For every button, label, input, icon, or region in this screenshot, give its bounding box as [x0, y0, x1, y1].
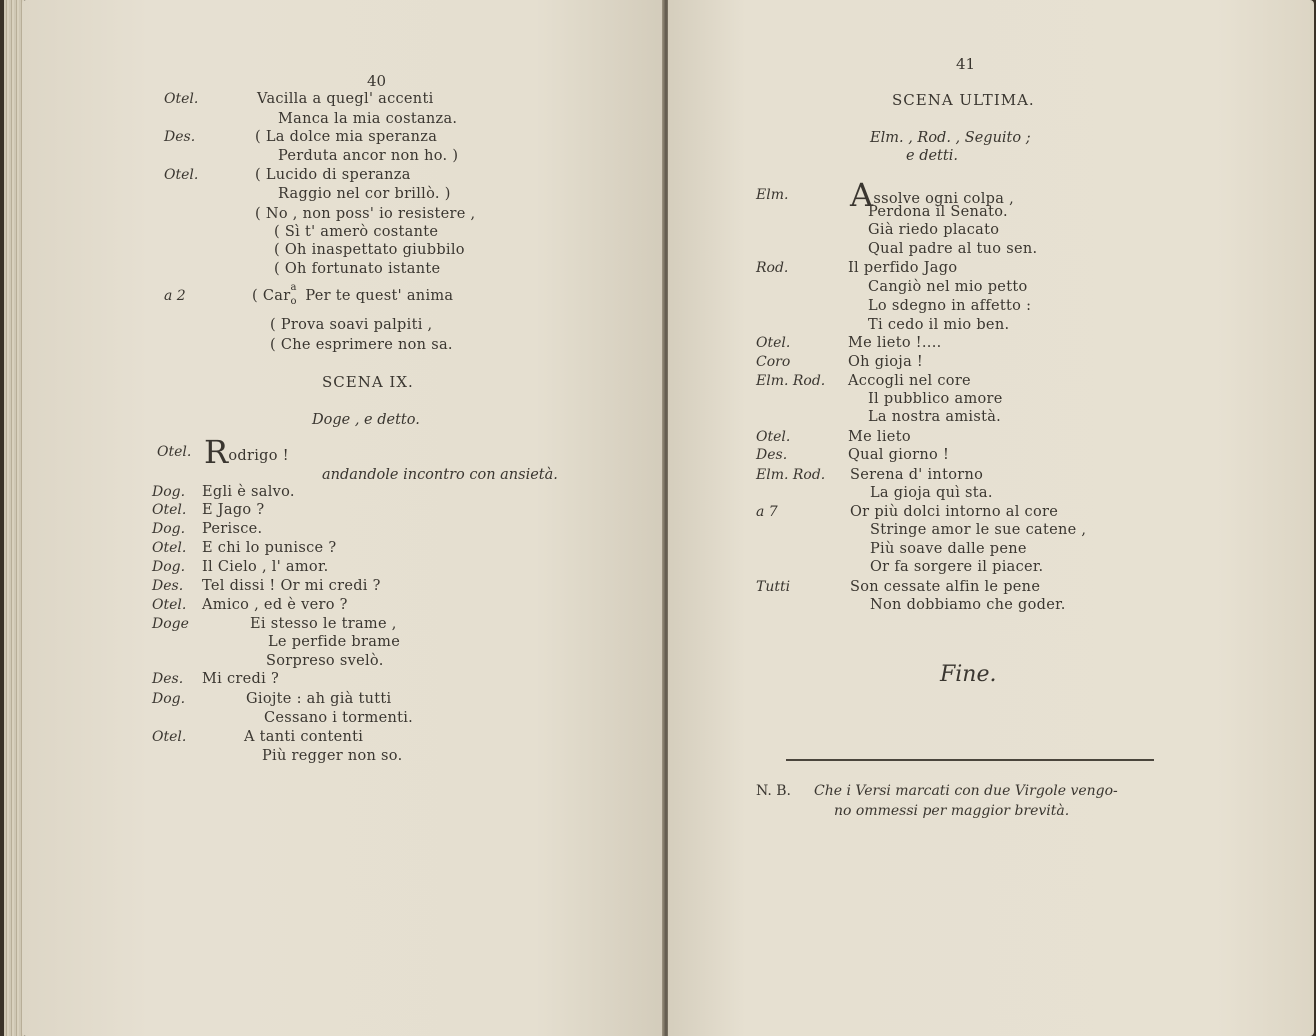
verse-line: Ti cedo il mio ben. — [868, 317, 1010, 333]
verse-line: Raggio nel cor brillò. ) — [278, 186, 451, 202]
speaker: Dog. — [152, 559, 186, 575]
verse-line: ( Che esprimere non sa. — [270, 337, 453, 353]
verse-line: Or più dolci intorno al core — [850, 504, 1059, 520]
dialog-line: Giojte : ah già tutti — [246, 691, 392, 707]
speaker: Doge — [152, 616, 189, 632]
verse-line: Già riedo placato — [868, 222, 1000, 238]
verse-line: Più soave dalle pene — [870, 541, 1027, 557]
line-text: ( Car — [252, 288, 291, 304]
drop-cap: R — [204, 433, 229, 471]
dialog-line: Più regger non so. — [262, 748, 403, 764]
verse-line: Perduta ancor non ho. ) — [278, 148, 459, 164]
fraction-mark — [290, 282, 300, 307]
dialog-line: Tel dissi ! Or mi credi ? — [202, 578, 381, 594]
dialog-line: Le perfide brame — [268, 634, 401, 650]
speaker: a 7 — [756, 504, 778, 520]
speaker: Elm. Rod. — [756, 467, 826, 483]
verse-line: ( Sì t' amerò costante — [274, 224, 439, 240]
scene-persons: Elm. , Rod. , Seguito ; — [870, 130, 1031, 146]
verse-line: Oh gioja ! — [848, 354, 924, 370]
speaker: Rod. — [756, 260, 789, 276]
left-page — [22, 0, 664, 1036]
verse-line: Qual padre al tuo sen. — [868, 241, 1038, 257]
verse-line: Non dobbiamo che goder. — [870, 597, 1066, 613]
verse-line: Me lieto — [848, 429, 911, 445]
dialog-line: Sorpreso svelò. — [266, 653, 384, 669]
superscript: a — [290, 282, 297, 293]
scene-title: SCENA ULTIMA. — [892, 91, 1035, 109]
verse-line: ( No , non poss' io resistere , — [255, 206, 476, 222]
speaker: Otel. — [152, 597, 187, 613]
dialog-line: Perisce. — [202, 521, 263, 537]
verse-line: Vacilla a quegl' accenti — [257, 91, 434, 107]
page-number: 40 — [367, 72, 387, 90]
speaker: Des. — [152, 671, 184, 687]
rodrigo-line — [204, 433, 289, 471]
verse-line: Qual giorno ! — [848, 447, 950, 463]
scene-persons: Doge , e detto. — [312, 412, 420, 428]
speaker: Otel. — [164, 91, 199, 107]
dialog-line: Egli è salvo. — [202, 484, 295, 500]
verse-line: Lo sdegno in affetto : — [868, 298, 1032, 314]
note-label: N. B. — [756, 783, 791, 799]
page-edges — [4, 0, 24, 1036]
note-line-1: Che i Versi marcati con due Virgole vengo- — [814, 783, 1118, 799]
dialog-line: E Jago ? — [202, 502, 265, 518]
line-text: ssolve ogni colpa , — [873, 191, 1014, 207]
verse-line: Me lieto !.... — [848, 335, 942, 351]
dialog-line: E chi lo punisce ? — [202, 540, 337, 556]
verse-line: ( Prova soavi palpiti , — [270, 317, 433, 333]
verse-line: ( Lucido di speranza — [255, 167, 411, 183]
verse-line: ( Oh inaspettato giubbilo — [274, 242, 465, 258]
verse-line: ( Oh fortunato istante — [274, 261, 441, 277]
speaker: a 2 — [164, 288, 186, 304]
speaker: Otel. — [152, 502, 187, 518]
drop-cap: A — [850, 176, 874, 214]
speaker: Otel. — [152, 729, 187, 745]
speaker: Coro — [756, 354, 791, 370]
verse-line: Il pubblico amore — [868, 391, 1003, 407]
verse-line: Stringe amor le sue catene , — [870, 522, 1087, 538]
page-number: 41 — [956, 55, 976, 73]
verse-line: La gioja quì sta. — [870, 485, 993, 501]
speaker: Otel. — [164, 167, 199, 183]
line-text: odrigo ! — [228, 448, 289, 464]
note-line-2: no ommessi per maggior brevità. — [834, 803, 1070, 819]
verse-line: Son cessate alfin le pene — [850, 579, 1041, 595]
speaker: Dog. — [152, 691, 186, 707]
verse-line: Cangiò nel mio petto — [868, 279, 1028, 295]
dialog-line: Amico , ed è vero ? — [202, 597, 348, 613]
dialog-line: Mi credi ? — [202, 671, 280, 687]
speaker: Tutti — [756, 579, 791, 595]
verse-line: Il perfido Jago — [848, 260, 958, 276]
dialog-line: Il Cielo , l' amor. — [202, 559, 329, 575]
verse-line: La nostra amistà. — [868, 409, 1002, 425]
dialog-line: Cessano i tormenti. — [264, 710, 414, 726]
speaker: Otel. — [756, 335, 791, 351]
dialog-line: A tanti contenti — [244, 729, 364, 745]
verse-line: Manca la mia costanza. — [278, 111, 458, 127]
speaker: Elm. — [756, 187, 789, 203]
speaker: Otel. — [756, 429, 791, 445]
speaker: Dog. — [152, 484, 186, 500]
verse-line: ( La dolce mia speranza — [255, 129, 438, 145]
speaker: Otel. — [157, 444, 192, 460]
scene-title: SCENA IX. — [322, 373, 414, 391]
line-text: Per te quest' anima — [300, 288, 454, 304]
verse-line — [252, 282, 454, 307]
verse-line: Serena d' intorno — [850, 467, 984, 483]
speaker: Otel. — [152, 540, 187, 556]
dialog-line: Ei stesso le trame , — [250, 616, 397, 632]
speaker: Des. — [164, 129, 196, 145]
right-page — [668, 0, 1314, 1036]
speaker: Des. — [152, 578, 184, 594]
speaker: Elm. Rod. — [756, 373, 826, 389]
verse-line: Perdona il Senato. — [868, 204, 1008, 220]
divider — [786, 759, 1154, 761]
subscript: o — [290, 296, 297, 307]
verse-line: Accogli nel core — [848, 373, 971, 389]
speaker: Dog. — [152, 521, 186, 537]
speaker: Des. — [756, 447, 788, 463]
stage-direction: andandole incontro con ansietà. — [322, 467, 558, 483]
fine-text: Fine. — [940, 662, 997, 687]
verse-line: Or fa sorgere il piacer. — [870, 559, 1044, 575]
scene-persons-2: e detti. — [906, 148, 958, 164]
